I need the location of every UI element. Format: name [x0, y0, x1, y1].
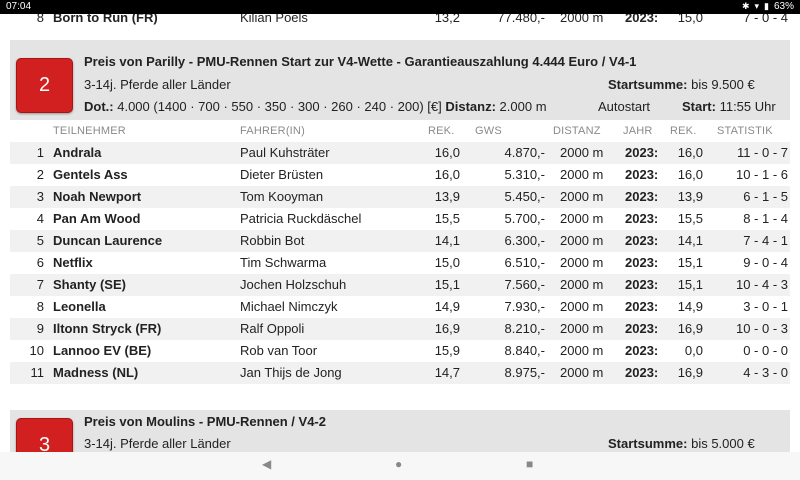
race-startsumme: Startsumme: bis 9.500 € — [608, 77, 755, 92]
table-row[interactable]: 1 Andrala Paul Kuhsträter 16,0 4.870,- 2000 m 2023: 16,0 11 - 0 - 7 — [10, 142, 790, 164]
col-gws: GWS — [475, 125, 502, 137]
table-row[interactable]: 4 Pan Am Wood Patricia Ruckdäschel 15,5 5.700,- 2000 m 2023: 15,5 8 - 1 - 4 — [36, 211, 788, 226]
table-row[interactable]: 6 Netflix Tim Schwarma 15,0 6.510,- 2000 m 2023: 15,1 9 - 0 - 4 — [36, 255, 788, 270]
race-subtitle: 3-14j. Pferde aller Länder — [84, 77, 231, 92]
battery-icon: ▮ — [764, 1, 769, 11]
table-column-headers — [10, 120, 790, 142]
col-distanz: DISTANZ — [553, 125, 601, 137]
status-icons — [742, 1, 794, 12]
col-teilnehmer: TEILNEHMER — [53, 125, 126, 137]
race-dotation: Dot.: 4.000 (1400 · 700 · 550 · 350 · 300 · 260 · 240 · 200) [€] Distanz: 2.000 m — [84, 99, 547, 114]
col-fahrer: FAHRER(IN) — [240, 125, 305, 137]
table-row[interactable]: 11 Madness (NL) Jan Thijs de Jong 14,7 8.975,- 2000 m 2023: 16,9 4 - 3 - 0 — [10, 362, 790, 384]
table-row[interactable]: 2 Gentels Ass Dieter Brüsten 16,0 5.310,- 2000 m 2023: 16,0 10 - 1 - 6 — [36, 167, 788, 182]
status-bar — [0, 0, 800, 14]
recents-icon[interactable]: ■ — [526, 457, 534, 471]
clock: 07:04 — [6, 1, 32, 12]
bluetooth-icon: ✱ — [741, 1, 750, 11]
col-statistik: STATISTIK — [717, 125, 773, 137]
table-row[interactable]: 10 Lannoo EV (BE) Rob van Toor 15,9 8.840,- 2000 m 2023: 0,0 0 - 0 - 0 — [29, 343, 788, 358]
race-title: Preis von Moulins - PMU-Rennen / V4-2 — [84, 414, 326, 429]
race-list-scroll-area[interactable] — [0, 14, 800, 452]
table-row[interactable]: 8 Born to Run (FR) Kilian Poels 13,2 77.480,- 2000 m 2023: 15,0 7 - 0 - 4 — [36, 14, 788, 25]
race-startsumme: Startsumme: bis 5.000 € — [608, 436, 755, 451]
table-row[interactable]: 3 Noah Newport Tom Kooyman 13,9 5.450,- 2000 m 2023: 13,9 6 - 1 - 5 — [10, 186, 790, 208]
home-icon[interactable]: ● — [395, 457, 403, 471]
col-jahr: JAHR — [623, 125, 653, 137]
table-row[interactable]: 5 Duncan Laurence Robbin Bot 14,1 6.300,- 2000 m 2023: 14,1 7 - 4 - 1 — [10, 230, 790, 252]
race-title: Preis von Parilly - PMU-Rennen Start zur V4-Wette - Garantieauszahlung 4.444 Euro / V4-1 — [84, 54, 637, 69]
table-row[interactable]: 8 Leonella Michael Nimczyk 14,9 7.930,- 2000 m 2023: 14,9 3 - 0 - 1 — [36, 299, 788, 314]
table-row[interactable]: 7 Shanty (SE) Jochen Holzschuh 15,1 7.560,- 2000 m 2023: 15,1 10 - 4 - 3 — [10, 274, 790, 296]
battery-level: 63% — [773, 1, 794, 12]
race-number-badge[interactable]: 3 — [16, 418, 73, 452]
race-header-3[interactable] — [10, 410, 790, 452]
race-number-badge[interactable]: 2 — [16, 58, 73, 113]
race-start-time: Start: 11:55 Uhr — [682, 99, 776, 114]
col-rek: REK. — [428, 125, 455, 137]
race-start-type: Autostart — [598, 99, 651, 114]
race-header-2[interactable] — [10, 40, 790, 120]
col-rek2: REK. — [670, 125, 697, 137]
system-nav-bar — [0, 452, 800, 480]
back-icon[interactable]: ◀ — [262, 457, 272, 471]
wifi-icon: ▾ — [754, 1, 760, 11]
race-subtitle: 3-14j. Pferde aller Länder — [84, 436, 231, 451]
table-row[interactable]: 9 Iltonn Stryck (FR) Ralf Oppoli 16,9 8.210,- 2000 m 2023: 16,9 10 - 0 - 3 — [10, 318, 790, 340]
